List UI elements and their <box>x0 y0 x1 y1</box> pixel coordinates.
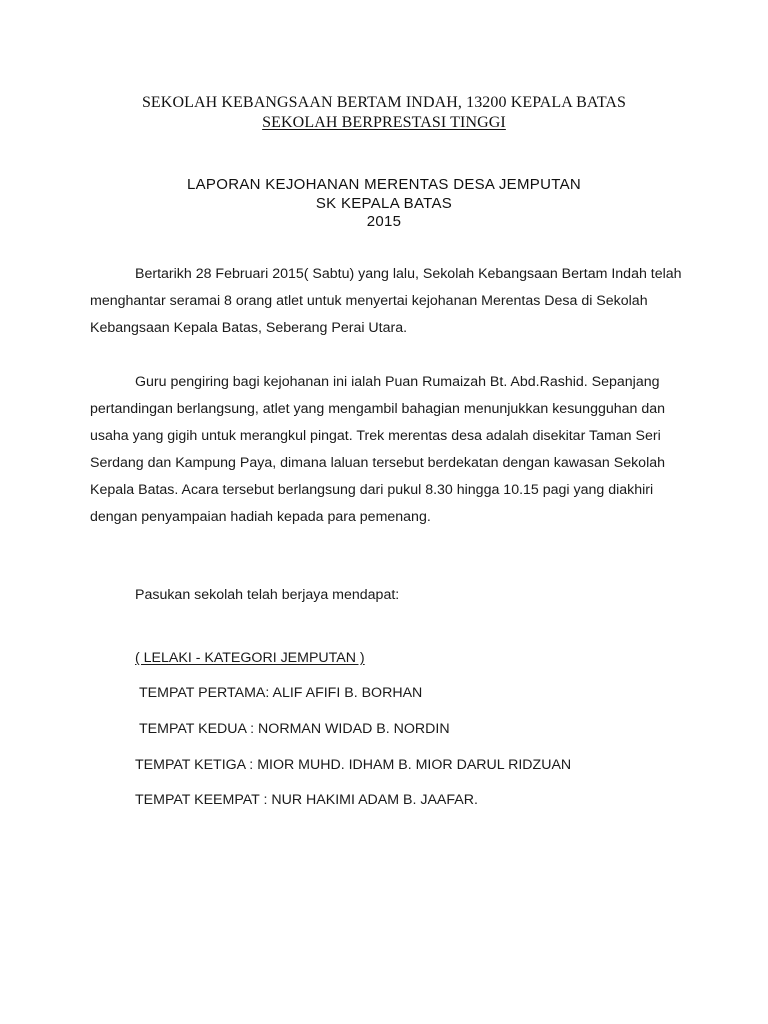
report-title: LAPORAN KEJOHANAN MERENTAS DESA JEMPUTAN <box>186 176 582 193</box>
school-tagline: SEKOLAH BERPRESTASI TINGGI <box>262 114 506 131</box>
report-subtitle: SK KEPALA BATAS <box>315 195 453 212</box>
paragraph-event-info <box>90 261 690 342</box>
paragraph-1-text: Bertarikh 28 Februari 2015( Sabtu) yang lalu, Sekolah Kebangsaan Bertam Indah telah menghantar seramai 8 orang atlet untuk menyertai kejohanan Merentas Desa di Sekolah Kebangsaan Kepala Batas, Seberang Perai Utara. <box>90 266 682 336</box>
result-first-place: TEMPAT PERTAMA: ALIF AFIFI B. BORHAN <box>139 685 423 701</box>
paragraph-event-details <box>90 369 690 531</box>
result-fourth-place: TEMPAT KEEMPAT : NUR HAKIMI ADAM B. JAAFAR. <box>135 792 478 808</box>
result-third-place: TEMPAT KETIGA : MIOR MUHD. IDHAM B. MIOR DARUL RIDZUAN <box>135 757 572 773</box>
school-header: SEKOLAH KEBANGSAAN BERTAM INDAH, 13200 KEPALA BATAS <box>141 94 627 111</box>
paragraph-2-text: Guru pengiring bagi kejohanan ini ialah Puan Rumaizah Bt. Abd.Rashid. Sepanjang pertandingan berlangsung, atlet yang mengambil bahagian menunjukkan kesungguhan dan usaha yang gigih untuk merangkul pingat. Trek merentas desa adalah disekitar Taman Seri Serdang dan Kampung Paya, dimana laluan tersebut berdekatan dengan kawasan Sekolah Kepala Batas. Acara tersebut berlangsung dari pukul 8.30 hingga 10.15 pagi yang diakhiri dengan penyampaian hadiah kepada para pemenang. <box>90 374 666 525</box>
report-year: 2015 <box>366 213 402 230</box>
school-tagline-line <box>0 114 768 132</box>
results-category: ( LELAKI - KATEGORI JEMPUTAN ) <box>135 650 365 666</box>
achievement-intro: Pasukan sekolah telah berjaya mendapat: <box>135 587 400 603</box>
result-second-place: TEMPAT KEDUA : NORMAN WIDAD B. NORDIN <box>139 721 450 737</box>
